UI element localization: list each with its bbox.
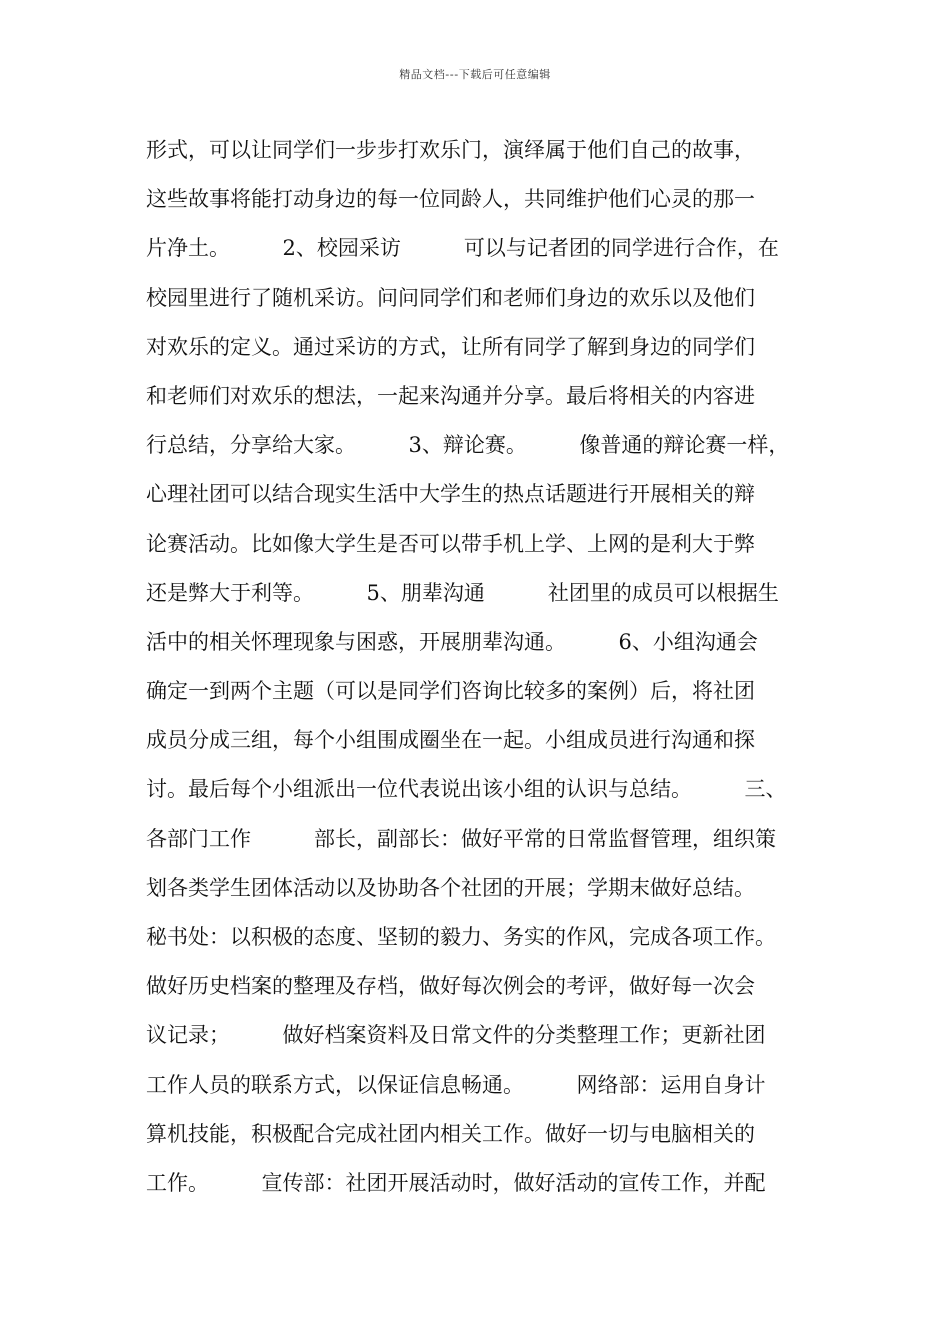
text-line: 和老师们对欢乐的想法，一起来沟通并分享。最后将相关的内容进 [146,383,755,408]
text-line: 心理社团可以结合现实生活中大学生的热点话题进行开展相关的辩 [146,482,755,507]
document-body [146,126,826,1208]
text-line: 讨。最后每个小组派出一位代表说出该小组的认识与总结。 三、 [146,777,787,802]
text-line: 这些故事将能打动身边的每一位同龄人，共同维护他们心灵的那一 [146,187,755,212]
text-line: 还是弊大于利等。 5、朋辈沟通 社团里的成员可以根据生 [146,580,779,605]
text-line: 议记录； 做好档案资料及日常文件的分类整理工作；更新社团 [146,1023,766,1048]
text-line: 形式，可以让同学们一步步打欢乐门，演绎属于他们自己的故事， [146,138,755,162]
text-line: 各部门工作 部长，副部长：做好平常的日常监督管理，组织策 [146,826,776,851]
text-line: 确定一到两个主题（可以是同学们咨询比较多的案例）后，将社团 [146,679,755,704]
text-line: 行总结，分享给大家。 3、辩论赛。 像普通的辩论赛一样， [146,433,790,458]
text-line: 成员分成三组，每个小组围成圈坐在一起。小组成员进行沟通和探 [146,728,755,753]
text-line: 片净土。 2、校园采访 可以与记者团的同学进行合作，在 [146,236,779,261]
text-line: 活中的相关怀理现象与困惑，开展朋辈沟通。 6、小组沟通会 [146,629,758,654]
text-line: 做好历史档案的整理及存档，做好每次例会的考评，做好每一次会 [146,974,755,999]
text-line: 工作。 宣传部：社团开展活动时，做好活动的宣传工作，并配 [146,1170,766,1195]
text-line: 对欢乐的定义。通过采访的方式，让所有同学了解到身边的同学们 [146,334,755,359]
text-line: 工作人员的联系方式，以保证信息畅通。 网络部：运用自身计 [146,1072,766,1097]
text-line: 算机技能，积极配合完成社团内相关工作。做好一切与电脑相关的 [146,1121,755,1146]
text-line: 秘书处：以积极的态度、坚韧的毅力、务实的作风，完成各项工作。 [146,925,776,949]
text-line: 划各类学生团体活动以及协助各个社团的开展；学期末做好总结。 [146,875,755,900]
text-line: 校园里进行了随机采访。问问同学们和老师们身边的欢乐以及他们 [146,285,755,310]
text-line: 论赛活动。比如像大学生是否可以带手机上学、上网的是利大于弊 [146,531,755,556]
page-header: 精品文档---下载后可任意编辑 [399,68,551,81]
